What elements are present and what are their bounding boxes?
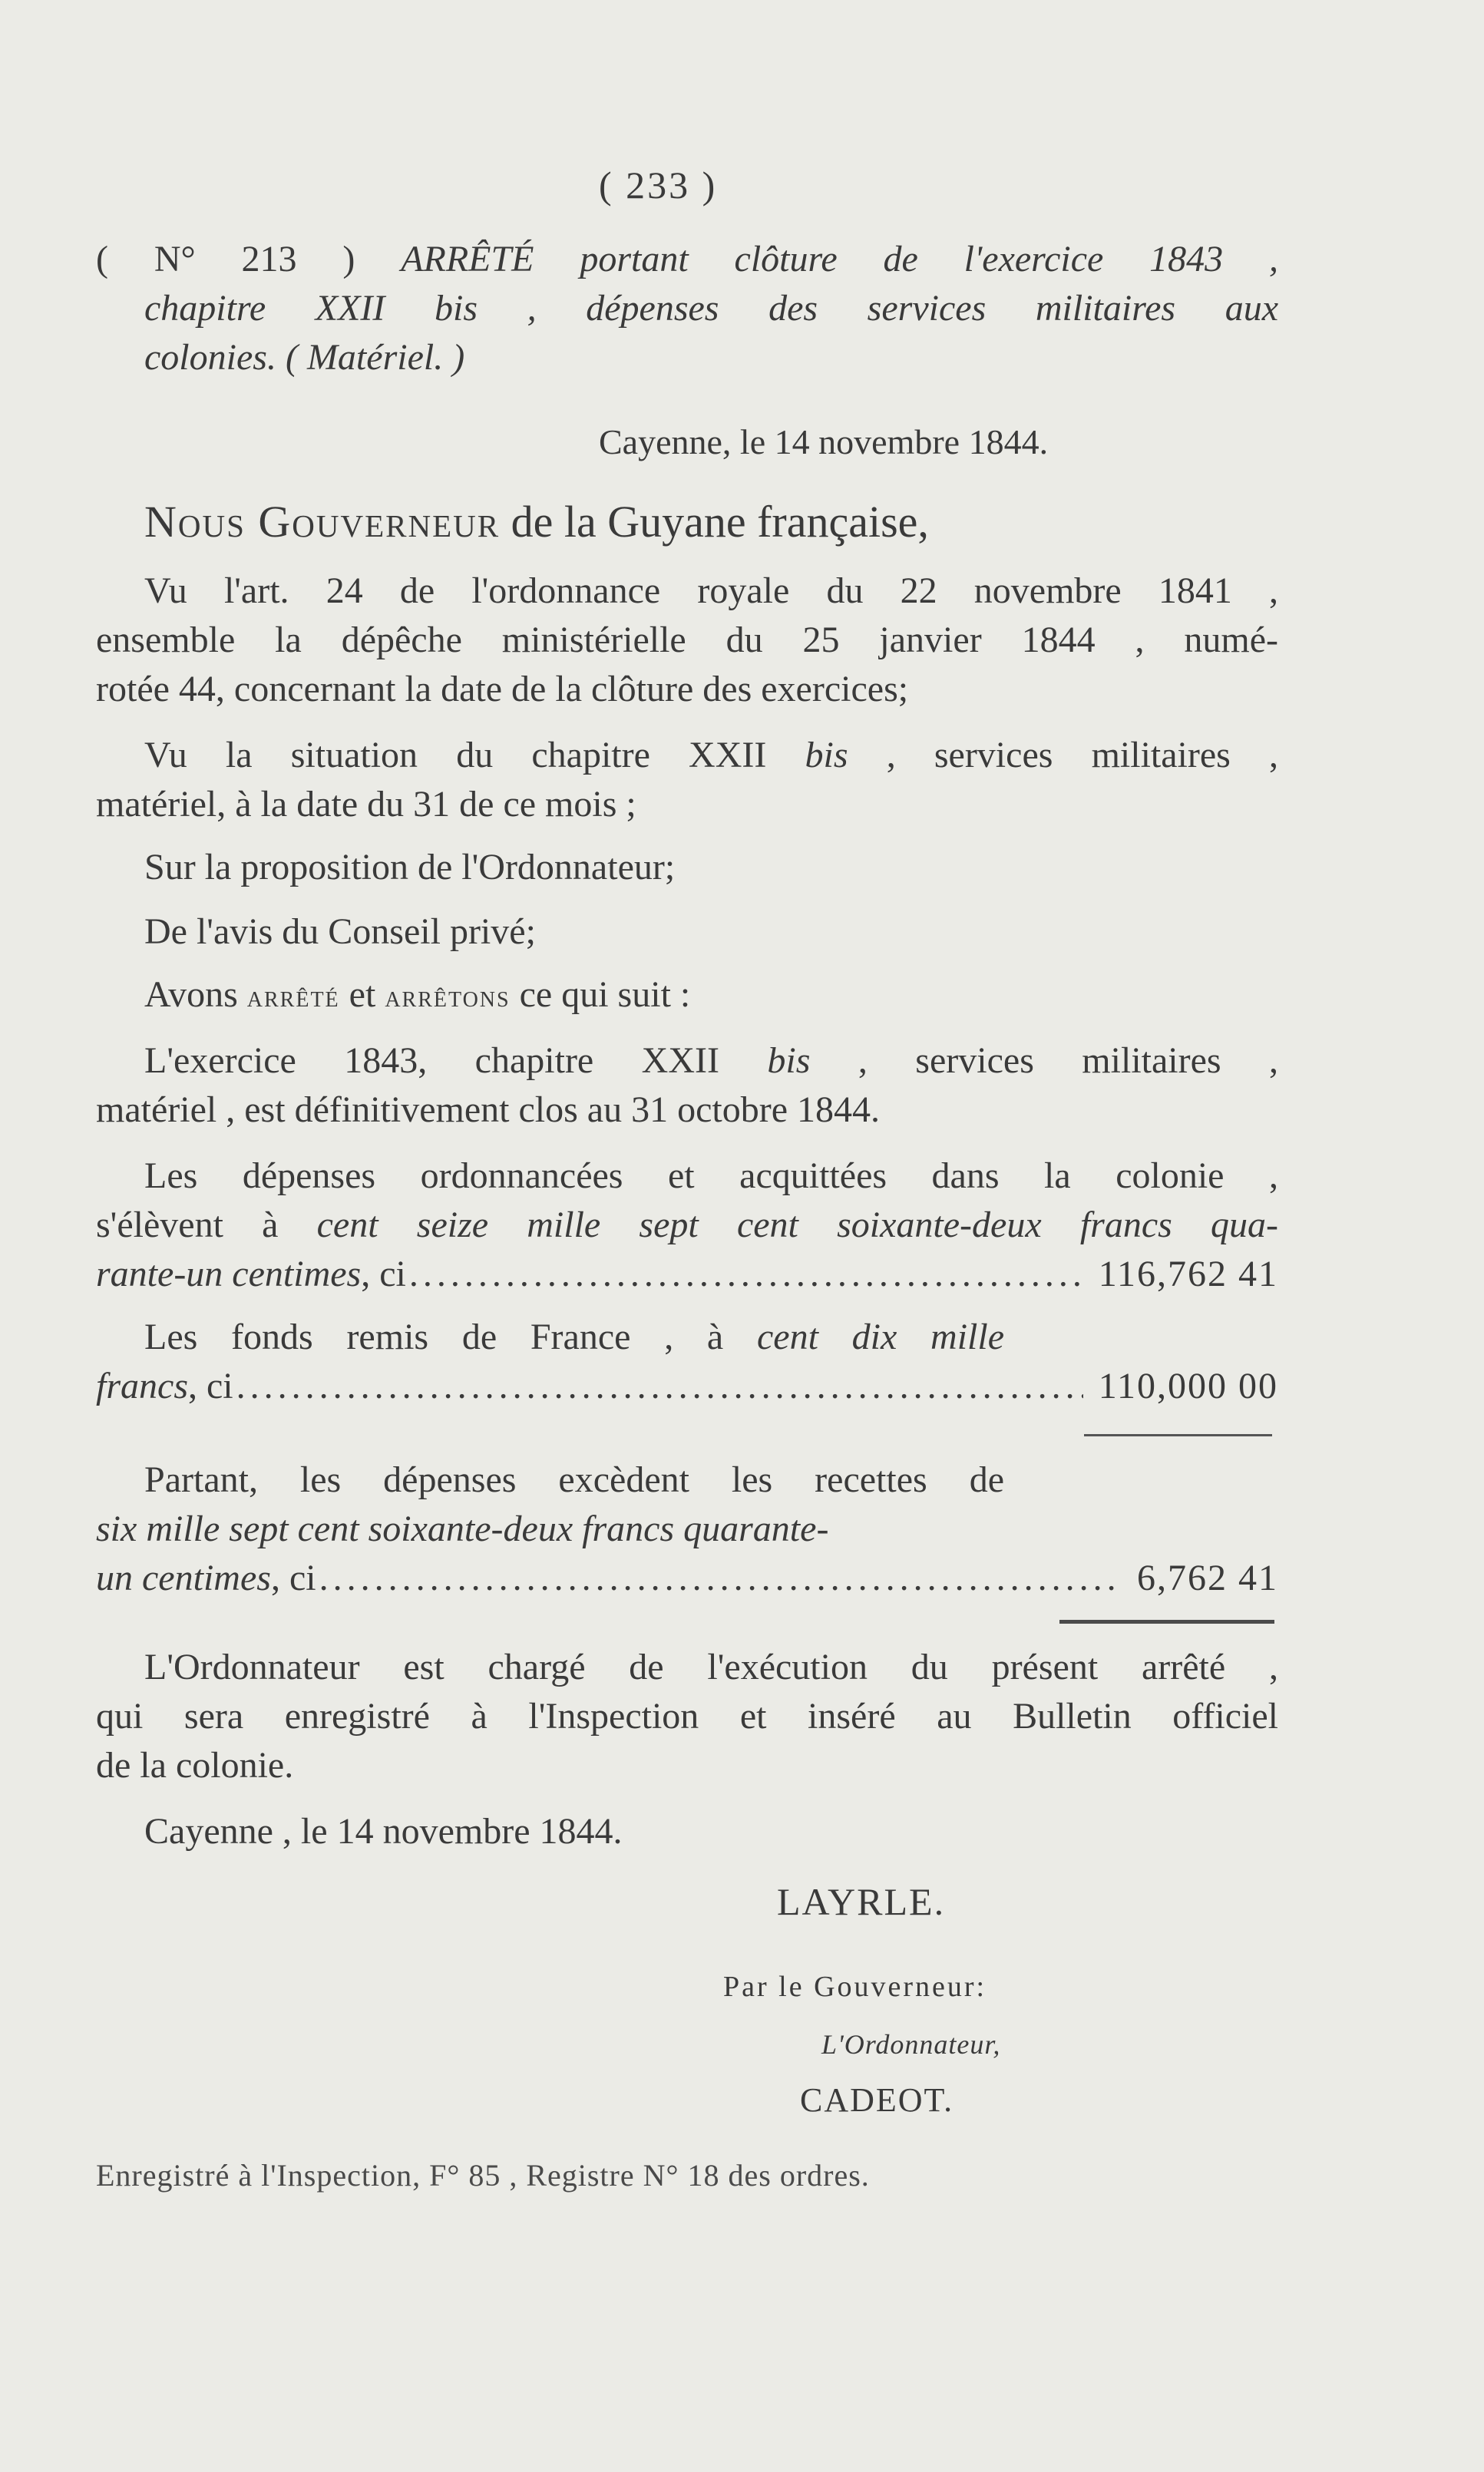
par-le-gouverneur: Par le Gouverneur: <box>723 1971 987 2003</box>
partant-line-1: Partant, les dépenses excèdent les recettes de <box>144 1459 1004 1500</box>
governor-signature: LAYRLE. <box>777 1880 946 1923</box>
avis-conseil-line: De l'avis du Conseil privé; <box>144 911 536 952</box>
sum-rule <box>1084 1434 1272 1436</box>
depenses-line-3 <box>96 1250 1278 1299</box>
vu-situation-text-a: Vu la situation du chapitre XXII <box>144 735 767 775</box>
intro-line <box>144 493 929 551</box>
depenses-amount-words-end: rante-un centimes <box>96 1254 362 1294</box>
depenses-line-2 <box>96 1201 1278 1250</box>
ordonnateur-title: L'Ordonnateur, <box>821 2029 1001 2060</box>
intro-rest: de la Guyane française, <box>511 497 929 547</box>
vu-situation-bis: bis <box>805 735 848 775</box>
partant-label <box>96 1554 316 1603</box>
exercice-line-1 <box>144 1036 1278 1086</box>
fonds-amount: 110,000 00 <box>1098 1366 1278 1406</box>
vu-situation-line-2: matériel, à la date du 31 de ce mois ; <box>96 784 636 825</box>
decree-title-part-1: ARRÊTÉ portant clôture de l'exercice 1843 , <box>401 239 1279 279</box>
depenses-text-a: s'élèvent à <box>96 1205 279 1245</box>
vu-situation-line-1 <box>144 731 1278 780</box>
dateline: Cayenne, le 14 novembre 1844. <box>599 422 1049 461</box>
fonds-line-1 <box>144 1313 1004 1362</box>
exercice-bis: bis <box>767 1040 811 1081</box>
arretons-word: arrêtons <box>385 979 511 1013</box>
partant-amount: 6,762 41 <box>1137 1558 1278 1598</box>
decree-number: ( N° 213 ) <box>96 239 355 279</box>
fonds-label <box>96 1362 233 1411</box>
ordonnateur-line-2: qui sera enregistré à l'Inspection et inséré au Bulletin officiel <box>96 1696 1278 1737</box>
fonds-line-2 <box>96 1362 1278 1411</box>
decree-heading-line-3: colonies. ( Matériel. ) <box>144 337 465 378</box>
decree-heading-line-2: chapitre XXII bis , dépenses des services militaires aux <box>144 288 1278 329</box>
closing-date: Cayenne , le 14 novembre 1844. <box>144 1811 623 1852</box>
partant-ci: , ci <box>270 1558 316 1598</box>
fonds-francs: francs <box>96 1366 188 1406</box>
ordonnateur-line-1: L'Ordonnateur est chargé de l'exécution du présent arrêté , <box>144 1647 1278 1687</box>
sur-proposition-line: Sur la proposition de l'Ordonnateur; <box>144 847 676 887</box>
avons-word: Avons <box>144 974 238 1015</box>
exercice-line-2: matériel , est définitivement clos au 31 octobre 1844. <box>96 1089 881 1130</box>
intro-nous-gouverneur: Nous Gouverneur <box>144 497 501 547</box>
ordonnateur-line-3: de la colonie. <box>96 1745 294 1786</box>
ordonnateur-name: CADEOT. <box>800 2081 954 2119</box>
dot-leader <box>319 1554 1122 1603</box>
et-word: et <box>349 974 376 1015</box>
total-rule <box>1059 1620 1274 1624</box>
arrete-word: arrêté <box>246 979 340 1013</box>
dot-leader <box>236 1362 1083 1411</box>
fonds-amount-words: cent dix mille <box>756 1317 1005 1357</box>
partant-line-3 <box>96 1554 1278 1603</box>
avons-arrete-line <box>144 970 1278 1021</box>
fonds-text-a: Les fonds remis de France , à <box>144 1317 724 1357</box>
depenses-ci: , ci <box>361 1254 406 1294</box>
vu-situation-text-c: , services militaires , <box>886 735 1279 775</box>
depenses-line-1: Les dépenses ordonnancées et acquittées dans la colonie , <box>144 1155 1278 1196</box>
registration-note: Enregistré à l'Inspection, F° 85 , Registre N° 18 des ordres. <box>96 2158 870 2193</box>
depenses-amount: 116,762 41 <box>1098 1254 1278 1294</box>
depenses-amount-words: cent seize mille sept cent soixante-deux francs qua- <box>316 1205 1279 1245</box>
vu-ordonnance-line-1: Vu l'art. 24 de l'ordonnance royale du 22 novembre 1841 , <box>144 570 1278 611</box>
decree-heading-line-1 <box>96 235 1278 284</box>
depenses-label <box>96 1250 406 1299</box>
vu-ordonnance-line-2: ensemble la dépêche ministérielle du 25 janvier 1844 , numé- <box>96 620 1278 660</box>
partant-centimes: un centimes <box>96 1558 271 1598</box>
ce-qui-suit: ce qui suit : <box>519 974 691 1015</box>
exercice-text-a: L'exercice 1843, chapitre XXII <box>144 1040 719 1081</box>
vu-ordonnance-line-3: rotée 44, concernant la date de la clôture des exercices; <box>96 669 909 709</box>
dot-leader <box>409 1250 1083 1299</box>
fonds-ci: , ci <box>188 1366 233 1406</box>
exercice-text-c: , services militaires , <box>858 1040 1279 1081</box>
partant-line-2: six mille sept cent soixante-deux francs quarante- <box>96 1509 829 1549</box>
page-number: ( 233 ) <box>599 164 718 207</box>
